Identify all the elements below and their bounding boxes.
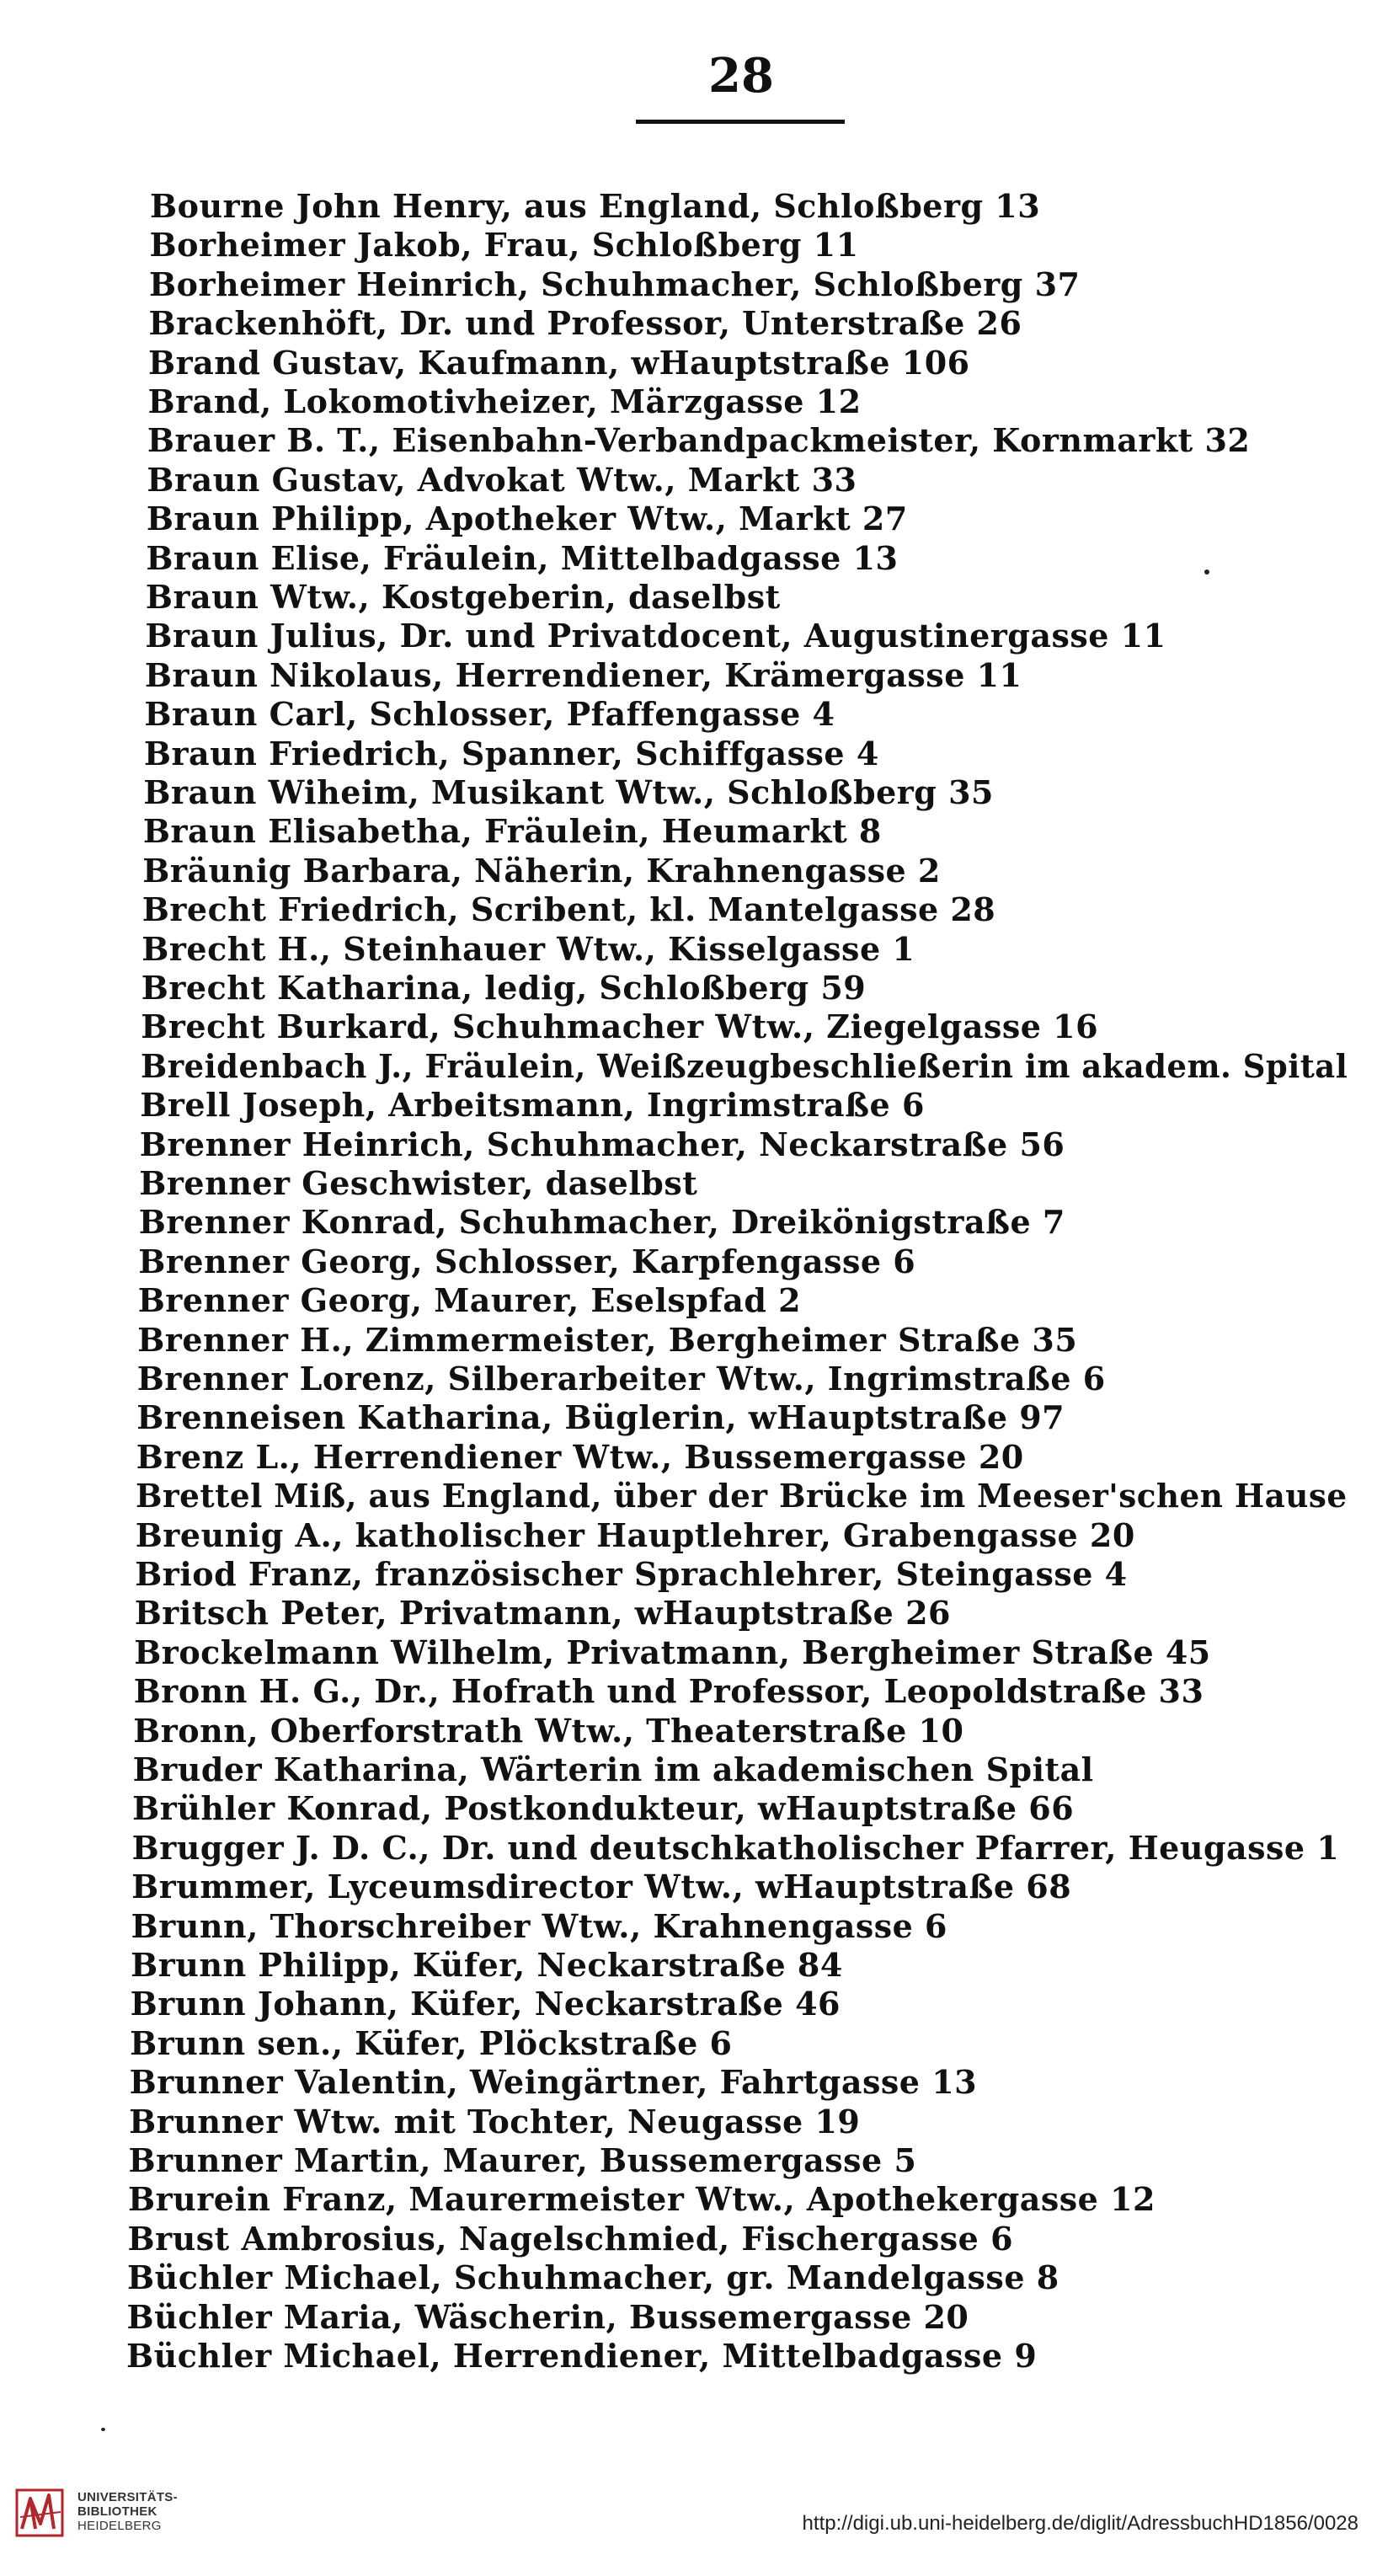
directory-entry: Brurein Franz, Maurermeister Wtw., Apothekergasse 12 bbox=[128, 2180, 1156, 2219]
directory-entry: Breidenbach J., Fräulein, Weißzeugbeschließerin im akadem. Spital bbox=[140, 1046, 1348, 1085]
directory-entry: Büchler Maria, Wäscherin, Bussemergasse 20 bbox=[126, 2297, 969, 2336]
directory-entry: Braun Elise, Fräulein, Mittelbadgasse 13 bbox=[146, 538, 899, 577]
directory-entry: Borheimer Heinrich, Schuhmacher, Schloßberg 37 bbox=[149, 265, 1081, 303]
directory-entry: Brust Ambrosius, Nagelschmied, Fischergasse 6 bbox=[127, 2219, 1014, 2258]
directory-entry: Borheimer Jakob, Frau, Schloßberg 11 bbox=[149, 226, 859, 265]
directory-entry: Brugger J. D. C., Dr. und deutschkatholischer Pfarrer, Heugasse 1 bbox=[131, 1828, 1340, 1867]
directory-entry: Brecht H., Steinhauer Wtw., Kisselgasse 1 bbox=[141, 929, 915, 968]
directory-entry: Braun Nikolaus, Herrendiener, Krämergasse 11 bbox=[144, 655, 1022, 694]
directory-entry: Breunig A., katholischer Hauptlehrer, Grabengasse 20 bbox=[135, 1515, 1135, 1554]
directory-entry: Brenner Heinrich, Schuhmacher, Neckarstraße 56 bbox=[139, 1125, 1065, 1163]
directory-entry: Brenner Geschwister, daselbst bbox=[139, 1164, 698, 1202]
directory-entry: Brunner Valentin, Weingärtner, Fahrtgasse 13 bbox=[129, 2063, 978, 2102]
directory-entry: Bronn, Oberforstrath Wtw., Theaterstraße 10 bbox=[133, 1711, 964, 1750]
directory-entry: Britsch Peter, Privatmann, wHauptstraße 26 bbox=[134, 1594, 951, 1633]
directory-entry: Braun Wtw., Kostgeberin, daselbst bbox=[145, 578, 781, 616]
directory-entry: Brunn Philipp, Küfer, Neckarstraße 84 bbox=[131, 1946, 843, 1984]
directory-entry: Brockelmann Wilhelm, Privatmann, Bergheimer Straße 45 bbox=[134, 1633, 1211, 1671]
directory-entry: Bronn H. G., Dr., Hofrath und Professor, Leopoldstraße 33 bbox=[133, 1672, 1204, 1711]
library-name-line3: HEIDELBERG bbox=[77, 2519, 162, 2533]
directory-entry: Braun Julius, Dr. und Privatdocent, Augustinergasse 11 bbox=[145, 617, 1166, 655]
page-number: 28 bbox=[708, 48, 774, 104]
directory-entry: Brand, Lokomotivheizer, Märzgasse 12 bbox=[147, 382, 862, 420]
directory-entry: Brecht Katharina, ledig, Schloßberg 59 bbox=[141, 969, 867, 1007]
directory-entry: Brand Gustav, Kaufmann, wHauptstraße 106 bbox=[148, 343, 970, 382]
directory-entry: Brunner Martin, Maurer, Bussemergasse 5 bbox=[128, 2141, 917, 2179]
directory-entry: Braun Elisabetha, Fräulein, Heumarkt 8 bbox=[142, 812, 882, 851]
directory-entry: Braun Philipp, Apotheker Wtw., Markt 27 bbox=[146, 500, 908, 538]
directory-entry: Brenner Georg, Schlosser, Karpfengasse 6 bbox=[138, 1242, 916, 1280]
directory-entry: Brenner Konrad, Schuhmacher, Dreikönigstraße 7 bbox=[138, 1203, 1065, 1242]
directory-entry: Braun Gustav, Advokat Wtw., Markt 33 bbox=[147, 460, 857, 499]
directory-entry: Brunner Wtw. mit Tochter, Neugasse 19 bbox=[129, 2102, 861, 2140]
directory-entry: Brunn sen., Küfer, Plöckstraße 6 bbox=[130, 2023, 733, 2062]
directory-entry: Braun Carl, Schlosser, Pfaffengasse 4 bbox=[144, 695, 835, 734]
directory-entry: Brettel Miß, aus England, über der Brücke im Meeser'schen Hause bbox=[136, 1477, 1348, 1515]
directory-entry: Brummer, Lyceumsdirector Wtw., wHauptstraße 68 bbox=[131, 1868, 1072, 1906]
directory-entry: Brenner Georg, Maurer, Eselspfad 2 bbox=[137, 1281, 802, 1320]
source-url[interactable]: http://digi.ub.uni-heidelberg.de/diglit/AdressbuchHD1856/0028 bbox=[802, 2512, 1358, 2535]
university-library-logo-icon bbox=[15, 2487, 66, 2537]
directory-entry: Brunn Johann, Küfer, Neckarstraße 46 bbox=[130, 1985, 841, 2023]
directory-entry: Brauer B. T., Eisenbahn-Verbandpackmeister, Kornmarkt 32 bbox=[147, 421, 1251, 460]
directory-entry: Brenner Lorenz, Silberarbeiter Wtw., Ingrimstraße 6 bbox=[136, 1360, 1106, 1398]
directory-entry: Bräunig Barbara, Näherin, Krahnengasse 2 bbox=[142, 851, 941, 890]
library-name-line1: UNIVERSITÄTS- bbox=[77, 2490, 178, 2504]
directory-entry: Brühler Konrad, Postkondukteur, wHauptstraße 66 bbox=[132, 1789, 1075, 1828]
directory-entry: Büchler Michael, Herrendiener, Mittelbadgasse 9 bbox=[126, 2337, 1038, 2375]
library-name bbox=[77, 2490, 178, 2533]
directory-entry: Bourne John Henry, aus England, Schloßberg 13 bbox=[150, 187, 1041, 225]
directory-entry: Brecht Burkard, Schuhmacher Wtw., Ziegelgasse 16 bbox=[141, 1007, 1099, 1046]
library-name-line2: BIBLIOTHEK bbox=[77, 2504, 157, 2519]
directory-entry: Büchler Michael, Schuhmacher, gr. Mandelgasse 8 bbox=[127, 2258, 1059, 2297]
directory-entry: Briod Franz, französischer Sprachlehrer, Steingasse 4 bbox=[135, 1555, 1128, 1593]
directory-entry: Brenner H., Zimmermeister, Bergheimer Straße 35 bbox=[137, 1320, 1078, 1359]
speck bbox=[1204, 569, 1209, 575]
directory-entry: Brenz L., Herrendiener Wtw., Bussemergasse 20 bbox=[136, 1437, 1024, 1476]
directory-entry: Bruder Katharina, Wärterin im akademischen Spital bbox=[132, 1750, 1094, 1788]
speck bbox=[101, 2428, 105, 2431]
directory-entry: Brecht Friedrich, Scribent, kl. Mantelgasse 28 bbox=[141, 890, 996, 929]
directory-entry: Brenneisen Katharina, Büglerin, wHauptstraße 97 bbox=[136, 1398, 1065, 1437]
directory-entry: Brackenhöft, Dr. und Professor, Unterstraße 26 bbox=[148, 304, 1022, 343]
directory-entry: Brell Joseph, Arbeitsmann, Ingrimstraße 6 bbox=[140, 1086, 925, 1125]
directory-entry: Braun Friedrich, Spanner, Schiffgasse 4 bbox=[143, 734, 879, 772]
directory-entry: Braun Wiheim, Musikant Wtw., Schloßberg 35 bbox=[143, 773, 994, 811]
directory-entry: Brunn, Thorschreiber Wtw., Krahnengasse 6 bbox=[131, 1906, 947, 1945]
